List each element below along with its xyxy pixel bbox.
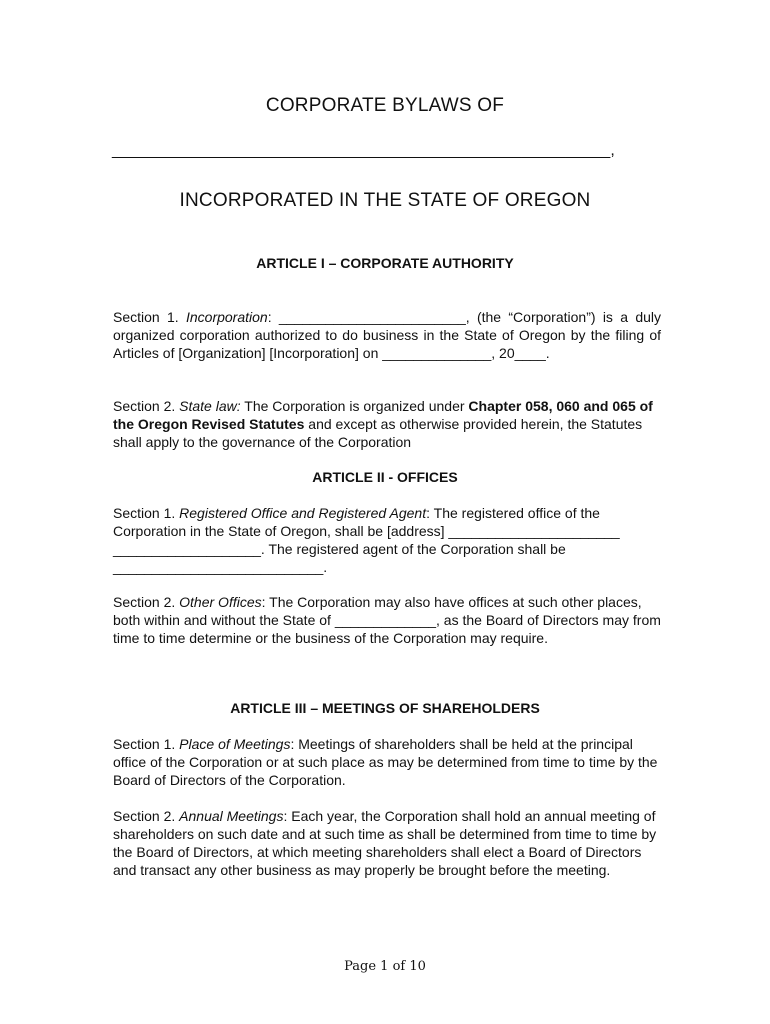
page-number: Page 1 of 10: [344, 959, 426, 974]
corporation-name-blank: ________________________________________________________,: [112, 142, 615, 159]
article-1-section-2: [113, 397, 661, 451]
article-3-section-1: [113, 735, 661, 789]
article-3-section-2: [113, 807, 661, 879]
section-label: Registered Office and Registered Agent: [179, 505, 427, 521]
section-text: and except as otherwise provided herein, the Statutes shall apply to the governance of the Corporation: [113, 416, 643, 450]
section-prefix: Section 2.: [113, 398, 180, 414]
section-label: State law:: [179, 398, 241, 414]
section-prefix: Section 1.: [113, 736, 180, 752]
section-prefix: Section 1.: [113, 309, 186, 325]
article-2-section-2: [113, 593, 661, 647]
article-2-section-1: [113, 504, 661, 576]
article-1-section-1: [113, 308, 661, 362]
article-2-heading: ARTICLE II - OFFICES: [312, 469, 458, 485]
section-label: Annual Meetings: [179, 808, 284, 824]
article-3-heading: ARTICLE III – MEETINGS OF SHAREHOLDERS: [230, 700, 540, 716]
section-text: : The registered office of the Corporation in the State of Oregon, shall be [address] ______________________ ___________________. The registered agent of the Corporation shall be ___________________________.: [113, 505, 620, 575]
section-text: : Each year, the Corporation shall hold an annual meeting of shareholders on such date and at such time as shall be determined from time to time by the Board of Directors, at which meeting shareholders shall elect a Board of Directors and transact any other business as may properly be brought before the meeting.: [113, 808, 657, 878]
section-prefix: Section 2.: [113, 808, 180, 824]
section-label: Other Offices: [179, 594, 262, 610]
section-text: : ________________________, (the “Corporation”) is a duly organized corporation authorized to do business in the State of Oregon by the filing of Articles of [Organization] [Incorporation] on ______________, 20____.: [113, 309, 662, 361]
section-text: : Meetings of shareholders shall be held at the principal office of the Corporation or at such place as may be determined from time to time by the Board of Directors of the Corporation.: [113, 736, 658, 788]
document-title: CORPORATE BYLAWS OF: [265, 95, 505, 116]
section-text: : The Corporation may also have offices at such other places, both within and without the State of _____________, as the Board of Directors may from time to time determine or the business of the Corporation may require.: [113, 594, 661, 646]
article-1-heading: ARTICLE I – CORPORATE AUTHORITY: [256, 255, 514, 271]
statute-reference: Chapter 058, 060 and 065 of the Oregon Revised Statutes: [113, 398, 653, 432]
section-label: Incorporation: [185, 309, 268, 325]
section-text: The Corporation is organized under: [240, 398, 469, 414]
section-prefix: Section 1.: [113, 505, 180, 521]
document-subtitle: INCORPORATED IN THE STATE OF OREGON: [179, 190, 591, 211]
section-prefix: Section 2.: [113, 594, 180, 610]
section-label: Place of Meetings: [179, 736, 291, 752]
